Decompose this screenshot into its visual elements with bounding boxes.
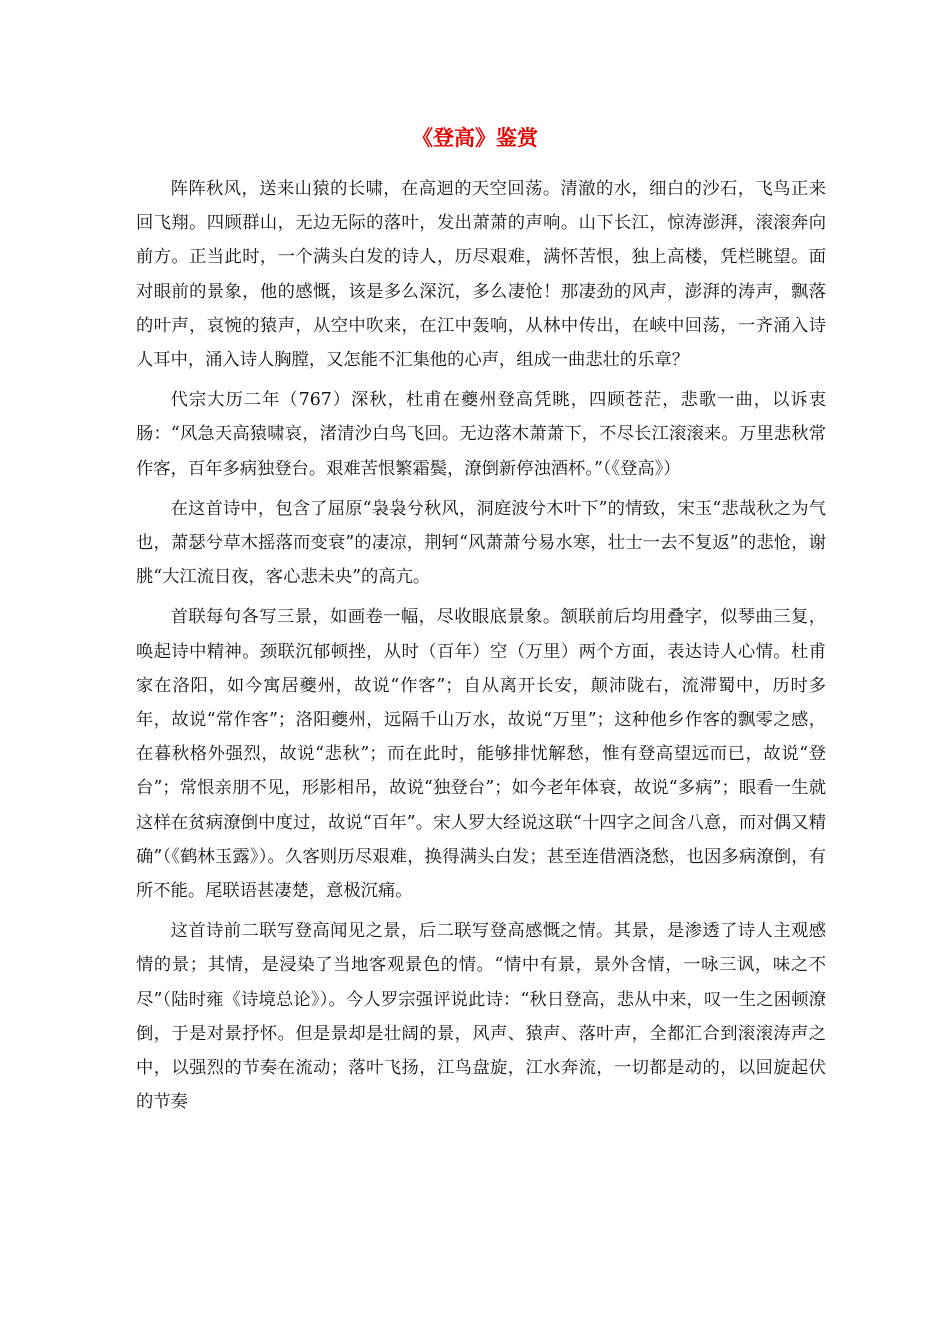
paragraph-3: 在这首诗中，包含了屈原“袅袅兮秋风，洞庭波兮木叶下”的情致，宋玉“悲哉秋之为气也，萧瑟兮草木摇落而变衰”的凄凉，荆轲“风萧萧兮易水寒，壮士一去不复返”的悲怆，谢朓“大江流日夜，客心悲未央”的高亢。 [136, 498, 826, 588]
paragraph-1: 阵阵秋风，送来山猿的长啸，在高迴的天空回荡。清澈的水，细白的沙石，飞鸟正来回飞翔。四顾群山，无边无际的落叶，发出萧萧的声响。山下长江，惊涛澎湃，滚滚奔向前方。正当此时，一个满头白发的诗人，历尽艰难，满怀苦恨，独上高楼，凭栏眺望。面对眼前的景象，他的感慨，该是多么深沉，多么凄怆！那凄劲的风声，澎湃的涛声，飘落的叶声，哀惋的猿声，从空中吹来，在江中轰响，从林中传出，在峡中回荡，一齐涌入诗人耳中，涌入诗人胸膛，又怎能不汇集他的心声，组成一曲悲壮的乐章？ [136, 179, 826, 371]
document-title: 《登高》鉴赏 [412, 125, 538, 150]
paragraph-4: 首联每句各写三景，如画卷一幅，尽收眼底景象。颔联前后均用叠字，似琴曲三复，唤起诗中精神。颈联沉郁顿挫，从时（百年）空（万里）两个方面，表达诗人心情。杜甫家在洛阳，如今寓居夔州，故说“作客”；自从离开长安，颠沛陇右，流滞蜀中，历时多年，故说“常作客”；洛阳夔州，远隔千山万水，故说“万里”；这种他乡作客的飘零之感，在暮秋格外强烈，故说“悲秋”；而在此时，能够排忧解愁，惟有登高望远而已，故说“登台”；常恨亲朋不见，形影相吊，故说“独登台”；如今老年体衰，故说“多病”；眼看一生就这样在贫病潦倒中度过，故说“百年”。宋人罗大经说这联“十四字之间含八意，而对偶又精确”（《鹤林玉露》）。久客则历尽艰难，换得满头白发；甚至连借酒浇愁，也因多病潦倒，有所不能。尾联语甚凄楚，意极沉痛。 [136, 607, 826, 902]
document-body [136, 172, 826, 1119]
paragraph-5: 这首诗前二联写登高闻见之景，后二联写登高感慨之情。其景，是渗透了诗人主观感情的景；其情，是浸染了当地客观景色的情。“情中有景，景外含情，一咏三讽，味之不尽”（陆时雍《诗境总论》）。今人罗宗强评说此诗：“秋日登高，悲从中来，叹一生之困顿潦倒，于是对景抒怀。但是景却是壮阔的景，风声、猿声、落叶声，全都汇合到滚滚涛声之中，以强烈的节奏在流动；落叶飞扬，江鸟盘旋，江水奔流，一切都是动的，以回旋起伏的节奏 [136, 921, 826, 1113]
paragraph-2: 代宗大历二年（767）深秋，杜甫在夔州登高凭眺，四顾苍茫，悲歌一曲，以诉衷肠：“风急天高猿啸哀，渚清沙白鸟飞回。无边落木萧萧下，不尽长江滚滚来。万里悲秋常作客，百年多病独登台。艰难苦恨繁霜鬓，潦倒新停浊酒杯。”（《登高》） [136, 390, 826, 479]
